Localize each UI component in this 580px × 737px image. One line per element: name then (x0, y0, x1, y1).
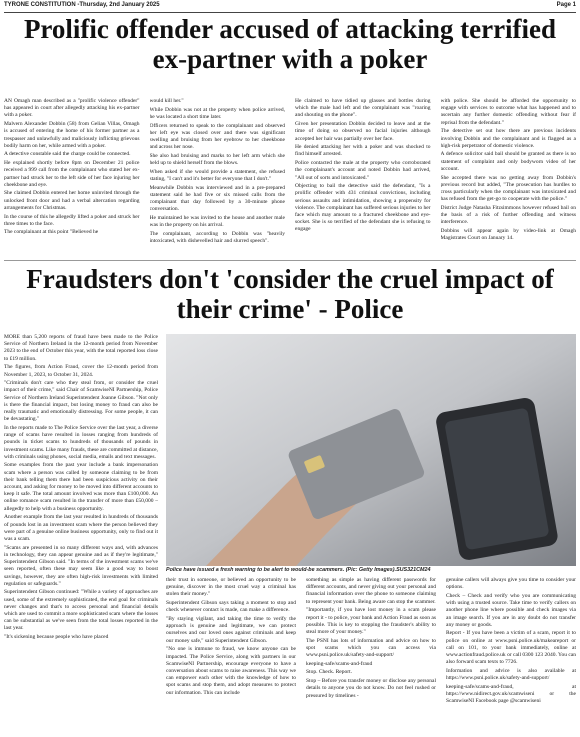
story1-column-4 (441, 98, 577, 258)
story1-column-2 (150, 98, 286, 258)
paragraph: Objecting to bail the detective said the defendant, "Is a prolific offender with 431 criminal convictions, including serious assaults and intimidation, showing a propensity for violence. The complainant has suffered serious injuries to her face which may amount to a fractured cheekbone and eye-socket. She is so terrified of the defendant she is refusing to engage (295, 183, 431, 233)
masthead-page-number: Page 1 (556, 2, 576, 8)
paragraph: "No one is immune to fraud, we know anyone can be impacted. The Police Service, along with partners in our ScamwiseNI Partnership, encourage everyone to have a conversation about scams to raise awareness. This way we can empower each other with the knowledge of how to spot scams and stop them, and adopt measures to protect our information. This can include (166, 646, 296, 696)
paragraph: Stop. Check. Report. (306, 669, 352, 676)
paragraph: Some examples from the past year include a bank impersonation scam where a person was called by someone claiming to be from their bank telling them there had been suspicious activity on their account, and asking for money to be moved into different accounts to keep it safe. The total amount involved was more than £100,000. An online romance scam resulted in the transfer of more than £50,000 – allegedly to help with a business opportunity. (4, 462, 158, 512)
paragraph: A defence solicitor said bail should be granted as there is no statement of complaint and only bodyworn video of her account. (440, 151, 576, 172)
paragraph: AN Omagh man described as a "prolific violence offender" has appeared in court after allegedly attacking his ex-partner with a poker. (4, 98, 140, 119)
paragraph: In the course of this he allegedly lifted a poker and struck her three times to the face. (4, 213, 140, 227)
paragraph: Malvern Alexander Dobbin (58) from Gelian Villas, Omagh is accused of entering the home of his former partner as a trespasser and unlawfully and maliciously inflicting grievous bodily harm on her, while armed with a poker. (4, 121, 140, 149)
paragraph: "By staying vigilant, and taking the time to verify the approach is genuine and legitimate, we can protect ourselves and our loved ones against criminals and keep our money safe," said Superintendent Gibson. (166, 616, 296, 644)
paragraph: "Importantly, if you have lost money in a scam please report it - to police, your bank and Action Fraud as soon as possible. This is key to stopping the fraudster's ability to steal more of your money." (306, 607, 436, 635)
paragraph: While Dobbin was not at the property when police arrived, he was located a short time later. (149, 106, 285, 120)
paragraph: When asked if she would provide a statement, she refused stating, "I can't and it's better for everyone that I don't." (149, 168, 285, 183)
story2-column-2 (306, 577, 436, 735)
paragraph: MORE than 5,200 reports of fraud have been made to the Police Service of Northern Ireland in the 12-month period from November 2023 to the end of October this year, with the total reported loss close to £19 million. (4, 334, 158, 362)
paragraph: A detective constable said the charge could be connected. (4, 151, 131, 158)
paragraph: Report - If you have been a victim of a scam, report it to police on online at www.psni.police.uk/makeareport or call on 101, to your bank immediately, online at www.actionfraud.police.uk or call 0300 123 2040. You can also forward scam texts to 7726. (446, 630, 576, 666)
paragraph: something as simple as having different passwords for different accounts, and never giving out your personal and financial information over the phone to someone claiming to represent your bank. Being aware can stop the scammer. (306, 577, 436, 605)
paragraph: Information and advice is also available at https://www.psni.police.uk/safety-and-support/ (446, 667, 576, 682)
paragraph: He denied attacking her with a poker and was shocked to find himself arrested. (295, 144, 431, 158)
paragraph: The complainant, according to Dobbin was "heavily intoxicated, with dishevelled hair and slurred speech". (149, 230, 285, 245)
story2-column-1 (166, 577, 296, 735)
paragraph: "It's sickening because people who have placed (4, 634, 109, 641)
paragraph: keeping-safe/scams-and-fraud (306, 660, 373, 667)
hand-card-phone-illustration (166, 334, 576, 566)
paragraph: She claimed Dobbin entered her home uninvited through the unlocked front door and had a verbal altercation regarding arrangements for Christmas. (4, 190, 140, 211)
photo-caption: Police have issued a fresh warning to be alert to would-be scammers. (Pic: Getty Images).SUS321CM24 (166, 567, 431, 573)
story2-body (166, 577, 576, 735)
paragraph: Superintendent Gibson says taking a moment to stop and check whenever contact is made, can make a difference. (166, 600, 296, 614)
paragraph: with police. She should be afforded the opportunity to engage with services to outcome what has happened and to ascertain any further domestic offending without fear if reprisal from the defendant." (440, 98, 576, 126)
paragraph: He maintained he was invited to the house and another male was in the property on his arrival. (149, 215, 285, 229)
paragraph: their trust in someone, or believed an opportunity to be genuine, discover in the most cruel way a criminal has stolen their money." (166, 577, 296, 598)
paragraph: keeping-safe/scams-and-fraud, at https://www.nidirect.gov.uk/scamwiseni or the ScamwiseNI Facebook page @scamwiseni (446, 683, 576, 705)
paragraph: "Scams are presented in so many different ways and, with advances in technology, they can appear genuine and as if they're legitimate," Superintendent Gibson said. "In terms of the investment scams we've seen reported, often these may seem like a good way to boost savings, however, they are often high-risk investments with limited regulation or safeguards." (4, 544, 158, 587)
story1-headline: Prolific offender accused of attacking terrified ex-partner with a poker (23, 14, 557, 75)
paragraph: genuine callers will always give you time to consider your options. (446, 577, 576, 591)
paragraph: Meanwhile Dobbin was interviewed and in a pre-prepared statement said he had five or six missed calls from the complainant that day followed by a 30-minute phone conversation. (149, 184, 285, 213)
story-divider (4, 260, 576, 261)
paragraph: In the reports made to The Police Service over the last year, a diverse range of scams have resulted in losses ranging from hundreds of pounds in ticket scams to hundreds of thousands of pounds in investment scams. Like many frauds, these are committed at distance, with criminals using phones, social media, emails and text messages. (4, 424, 158, 460)
paragraph: The complainant at this point "Believed he (4, 229, 99, 236)
paragraph: She accepted there was no getting away from Dobbin's previous record but added, "The prosecution has hurdles to cross particularly when the complainant was intoxicated and has refused from the get-go to cooperate with the police." (440, 174, 576, 203)
story1-column-1 (4, 98, 140, 258)
scam-photo (166, 334, 576, 566)
paragraph: He claimed to have tidied up glasses and bottles during which the male had left and the complainant was "roaring and shouting on the phone". (295, 98, 431, 119)
paragraph: Officers returned to speak to the complainant and observed her left eye was closed over and there was significant swelling and bruising from her eyebrow to her cheekbone and across her nose. (149, 122, 285, 151)
paragraph: Stop – Before you transfer money or disclose any personal details to anyone you do not know. Do not feel rushed or pressured by timelines - (306, 678, 436, 699)
paragraph: District Judge Natasha Fitzsimmons however refused bail on the basis of a risk of further offending and witness interference. (440, 204, 576, 226)
story2-left-column (4, 334, 158, 734)
paragraph: would kill her." (149, 98, 184, 104)
masthead-rule (4, 12, 576, 13)
story2-headline: Fraudsters don't 'consider the cruel impact of their crime' - Police (26, 264, 554, 325)
paragraph: She also had bruising and marks to her left arm which she held up to shield herself from the blows. (149, 152, 285, 167)
masthead-publication: TYRONE CONSTITUTION -Thursday, 2nd January 2025 (4, 2, 160, 8)
paragraph: The detective set out how there are previous incidents involving Dobbin and the complainant and is flagged as a high-risk perpetrator of domestic violence. (440, 128, 576, 149)
paragraph: Another example from the last year resulted in hundreds of thousands of pounds lost in an investment scam where the person believed they were part of a genuine online business opportunity, only to find out it was a scam. (4, 514, 158, 542)
story1-column-3 (295, 98, 431, 258)
paragraph: "Criminals don't care who they steal from, or consider the cruel impact of their crime," said Chair of ScamwiseNI Partnership, Police Service of Northern Ireland Superintendent Joanne Gibson. "Not only is there the financial impact, but losing money to fraud can also be really traumatic and emotionally distressing. For some people, it can be devastating." (4, 380, 158, 423)
paragraph: Superintendent Gibson continued: "While a variety of approaches are used, some of the extremely sophisticated, the end goal for criminals never changes and that's to access personal and financial details which are used to commit a more sophisticated scam where the losses can be substantial as we've seen from the total losses reported in the last year. (4, 589, 158, 632)
story1-body (4, 98, 576, 258)
story2-column-3 (446, 577, 576, 735)
paragraph: Check – Check and verify who you are communicating with using a trusted source. Take time to verify callers on another phone line where possible and check images via an image search. If you are in any doubt do not transfer any money or goods. (446, 592, 576, 628)
paragraph: The PSNI has lots of information and advice on how to spot scams which you can access via www.psni.police.uk/safety-and-support/ (306, 637, 436, 659)
paragraph: Dobbins will appear again by video-link at Omagh Magistrates Court on January 14. (440, 227, 576, 242)
paragraph: The figures, from Action Fraud, cover the 12-month period from November 1, 2023, to October 31, 2024. (4, 364, 158, 378)
paragraph: Given her presentation Dobbin decided to leave and at the time of doing so observed no facial injuries although accepted her hair was partially over her face. (295, 121, 431, 142)
paragraph: He explained shortly before 8pm on December 21 police received a 999 call from the complainant who stated her ex-partner had struck her to the left side of her face injuring her cheekbone and eye. (4, 160, 140, 188)
paragraph: Police contacted the male at the property who corroborated the complainant's account and noted Dobbin had arrived, "All out of sorts and intoxicated." (295, 160, 431, 181)
